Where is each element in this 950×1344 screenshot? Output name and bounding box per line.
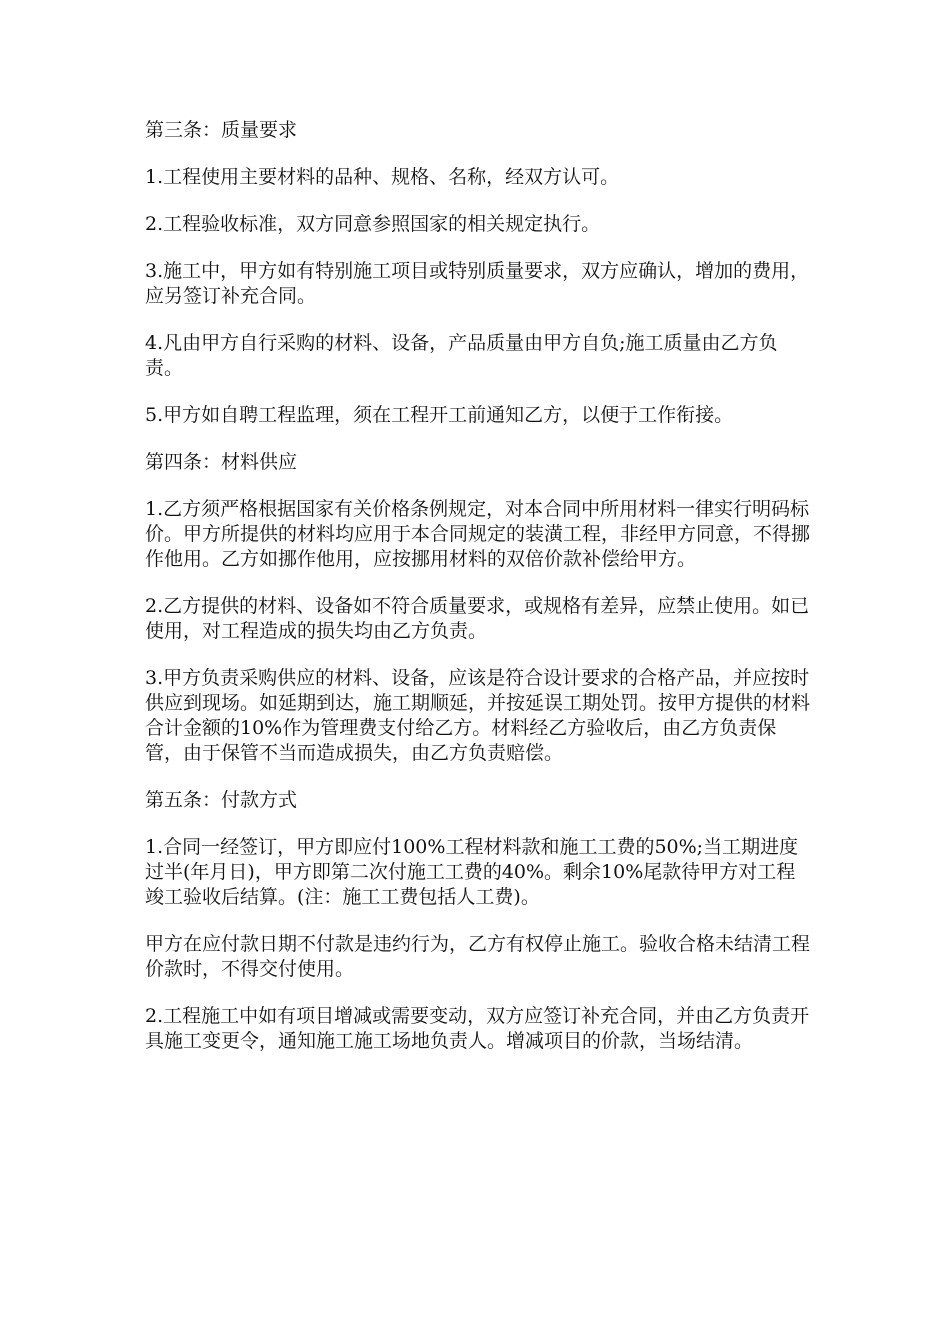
materials-item-1: 1.乙方须严格根据国家有关价格条例规定，对本合同中所用材料一律实行明码标价。甲方所提供的材料均应用于本合同规定的装潢工程，非经甲方同意，不得挪作他用。乙方如挪作他用，应按挪用材料的双倍价款补偿给甲方。 [145, 498, 811, 570]
quality-item-2: 2.工程验收标准，双方同意参照国家的相关规定执行。 [145, 213, 601, 235]
section-heading-payment: 第五条：付款方式 [145, 789, 298, 811]
payment-item-1: 1.合同一经签订，甲方即应付100%工程材料款和施工工费的50%;当工期进度过半(年月日)，甲方即第二次付施工工费的40%。剩余10%尾款待甲方对工程竣工验收后结算。(注：施工工费包括人工费)。 [145, 836, 799, 908]
section-heading-materials: 第四条：材料供应 [145, 451, 298, 473]
document-body [145, 118, 813, 1076]
payment-item-3: 2.工程施工中如有项目增减或需要变动，双方应签订补充合同，并由乙方负责开具施工变更令，通知施工施工场地负责人。增减项目的价款，当场结清。 [145, 1005, 810, 1052]
quality-item-3: 3.施工中，甲方如有特别施工项目或特别质量要求，双方应确认，增加的费用，应另签订补充合同。 [145, 260, 810, 307]
payment-item-2: 甲方在应付款日期不付款是违约行为，乙方有权停止施工。验收合格未结清工程价款时，不得交付使用。 [145, 933, 811, 980]
materials-item-3: 3.甲方负责采购供应的材料、设备，应该是符合设计要求的合格产品，并应按时供应到现场。如延期到达，施工期顺延，并按延误工期处罚。按甲方提供的材料合计金额的10%作为管理费支付给乙方。材料经乙方验收后，由乙方负责保管，由于保管不当而造成损失，由乙方负责赔偿。 [145, 667, 811, 764]
quality-item-5: 5.甲方如自聘工程监理，须在工程开工前通知乙方，以便于工作衔接。 [145, 404, 734, 426]
section-heading-quality: 第三条：质量要求 [145, 119, 298, 141]
materials-item-2: 2.乙方提供的材料、设备如不符合质量要求，或规格有差异，应禁止使用。如已使用，对工程造成的损失均由乙方负责。 [145, 595, 810, 642]
quality-item-4: 4.凡由甲方自行采购的材料、设备，产品质量由甲方自负;施工质量由乙方负责。 [145, 332, 778, 379]
quality-item-1: 1.工程使用主要材料的品种、规格、名称，经双方认可。 [145, 166, 620, 188]
